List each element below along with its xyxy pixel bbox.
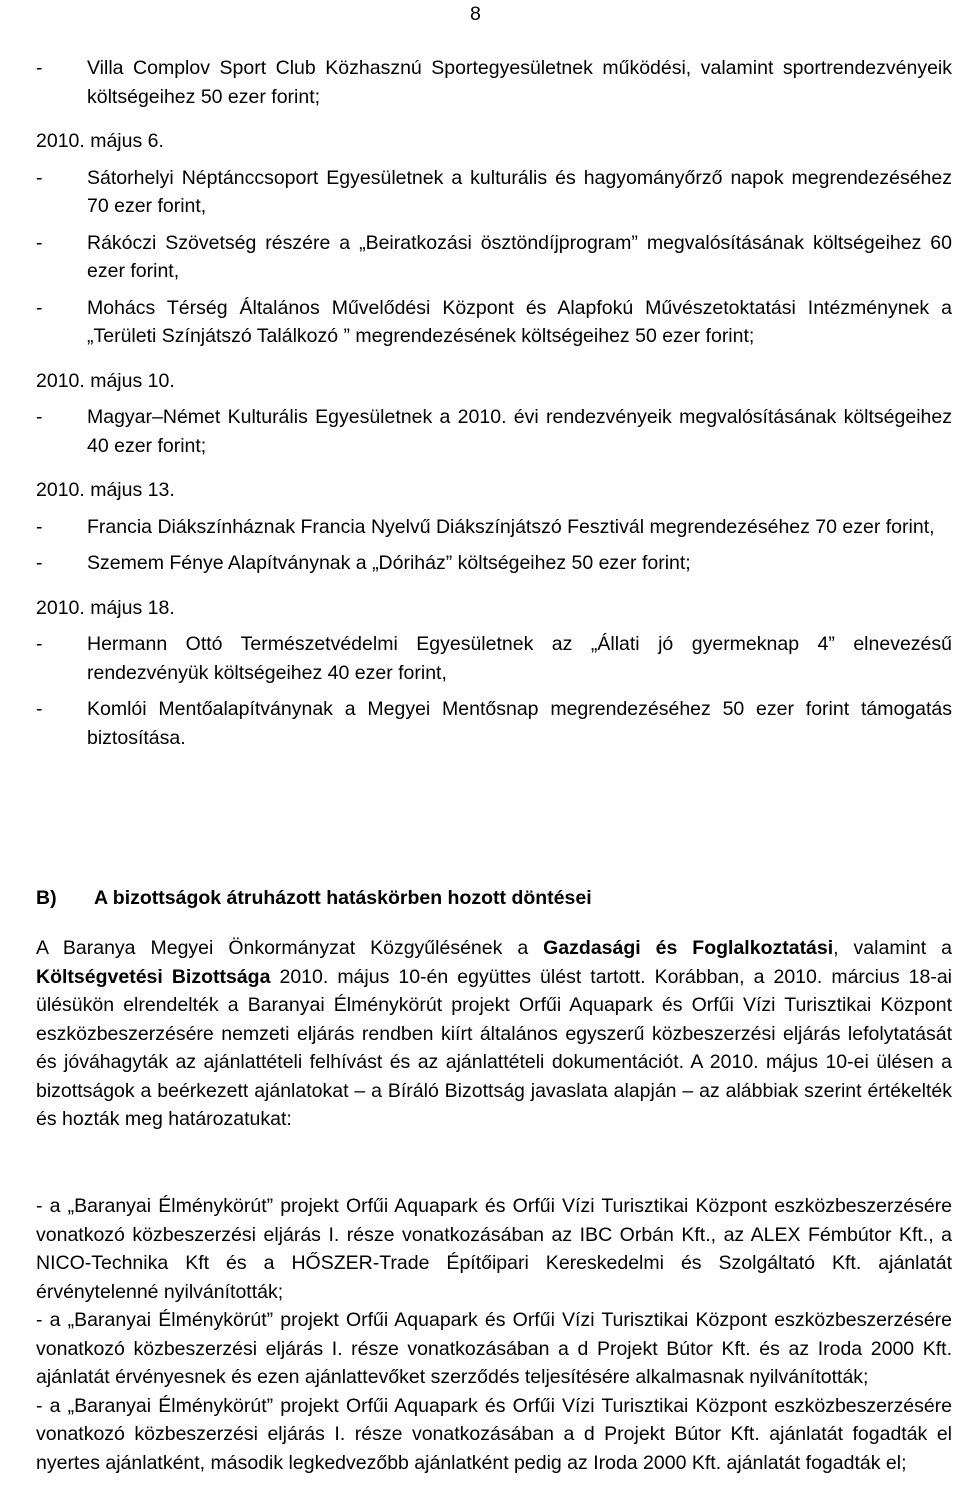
section-label: B) (36, 887, 57, 909)
date-line: 2010. május 10. (36, 369, 175, 392)
grant-text: Komlói Mentőalapítványnak a Megyei Mentősnap megrendezéséhez 50 ezer forint támogatás biztosítása. (87, 698, 952, 749)
grant-item (36, 695, 952, 752)
bullet-dash: - (36, 633, 43, 655)
grant-item (36, 549, 952, 578)
grant-text: Rákóczi Szövetség részére a „Beiratkozási ösztöndíjprogram” megvalósításának költségeihez 60 ezer forint, (87, 231, 952, 282)
paragraph-text: A Baranya Megyei Önkormányzat Közgyűlésének a (36, 937, 544, 959)
section-title: A bizottságok átruházott hatáskörben hozott döntései (94, 887, 592, 909)
bullet-dash: - (36, 406, 43, 428)
grant-item (36, 229, 952, 286)
date-line: 2010. május 6. (36, 130, 164, 152)
committee-name-bold: Gazdasági és Foglalkoztatási (543, 937, 834, 959)
date-line: 2010. május 18. (36, 596, 175, 619)
grant-item (36, 630, 952, 687)
bullet-dash: - (36, 698, 43, 720)
committee-name-bold: Költségvetési Bizottsága (36, 965, 271, 988)
grant-item (36, 164, 952, 221)
grant-list (36, 54, 952, 760)
page-number: 8 (470, 3, 481, 25)
grant-item (36, 294, 952, 351)
bullet-dash: - (36, 515, 43, 538)
bullet-dash: - (36, 57, 43, 79)
bullet-dash: - (36, 296, 43, 319)
date-line: 2010. május 13. (36, 479, 175, 501)
grant-item (36, 403, 952, 460)
decision-item: - a „Baranyai Élménykörút” projekt Orfűi Aquapark és Orfűi Vízi Turisztikai Központ eszközbeszerzésére vonatkozó közbeszerzési eljárás I. része vonatkozásában az IBC Orbán Kft., az ALEX Fémbútor Kft., a NICO-Technika Kft és a HŐSZER-Trade Építőipari Kereskedelmi és Szolgáltató Kft. ajánlatát érvénytelenné nyilvánították; (36, 1195, 952, 1303)
decision-item: - a „Baranyai Élménykörút” projekt Orfűi Aquapark és Orfűi Vízi Turisztikai Központ eszközbeszerzésére vonatkozó közbeszerzési eljárás I. része vonatkozásában a d Projekt Bútor Kft. és az Iroda 2000 Kft. ajánlatát érvényesnek és ezen ajánlattevőket szerződés teljesítésére alkalmasnak nyilvánították; (36, 1309, 952, 1388)
grant-text: Szemem Fénye Alapítványnak a „Dóriház” költségeihez 50 ezer forint; (87, 552, 691, 574)
grant-item (36, 513, 952, 542)
bullet-dash: - (36, 166, 43, 189)
grant-item (36, 54, 952, 111)
paragraph-text: 2010. május 10-én együttes ülést tartott. Korábban, a 2010. március 18-ai ülésükön elrendelték a Baranyai Élménykörút projekt Orfűi Aquapark és Orfűi Vízi Turisztikai Központ eszközbeszerzésére nemzeti eljárás rendben kiírt általános egyszerű közbeszerzési eljárás lefolytatását és jóváhagyták az ajánlattételi felhívást és az ajánlattételi dokumentációt. A 2010. május 10-ei ülésen a bizottságok a beérkezett ajánlatokat – a Bíráló Bizottság javaslata alapján – az alábbiak szerint értékelték és hozták meg határozatukat: (36, 965, 952, 1130)
decision-item: - a „Baranyai Élménykörút” projekt Orfűi Aquapark és Orfűi Vízi Turisztikai Központ eszközbeszerzésére vonatkozó közbeszerzési eljárás I. része vonatkozásában a d Projekt Bútor Kft. ajánlatát fogadták el nyertes ajánlatként, második legkedvezőbb ajánlatként pedig az Iroda 2000 Kft. ajánlatát fogadták el; (36, 1394, 952, 1474)
bullet-dash: - (36, 552, 43, 574)
grant-text: Mohács Térség Általános Művelődési Központ és Alapfokú Művészetoktatási Intézménynek a „Területi Színjátszó Találkozó ” megrendezésének költségeihez 50 ezer forint; (87, 296, 952, 347)
grant-text: Villa Complov Sport Club Közhasznú Sportegyesületnek működési, valamint sportrendezvényeik költségeihez 50 ezer forint; (87, 57, 952, 108)
section-paragraph (36, 934, 952, 1134)
document-body (36, 54, 952, 1474)
section-heading (36, 884, 592, 912)
grant-text: Francia Diákszínháznak Francia Nyelvű Diákszínjátszó Fesztivál megrendezéséhez 70 ezer forint, (87, 515, 935, 538)
decision-list (36, 1192, 952, 1477)
grant-text: Sátorhelyi Néptánccsoport Egyesületnek a kulturális és hagyományőrző napok megrendezéséhez 70 ezer forint, (87, 166, 952, 217)
grant-text: Magyar–Német Kulturális Egyesületnek a 2010. évi rendezvényeik megvalósításának költségeihez 40 ezer forint; (87, 406, 952, 457)
grant-text: Hermann Ottó Természetvédelmi Egyesületnek az „Állati jó gyermeknap 4” elnevezésű rendezvényük költségeihez 40 ezer forint, (87, 633, 952, 684)
bullet-dash: - (36, 231, 43, 254)
paragraph-text: , valamint a (833, 937, 952, 959)
